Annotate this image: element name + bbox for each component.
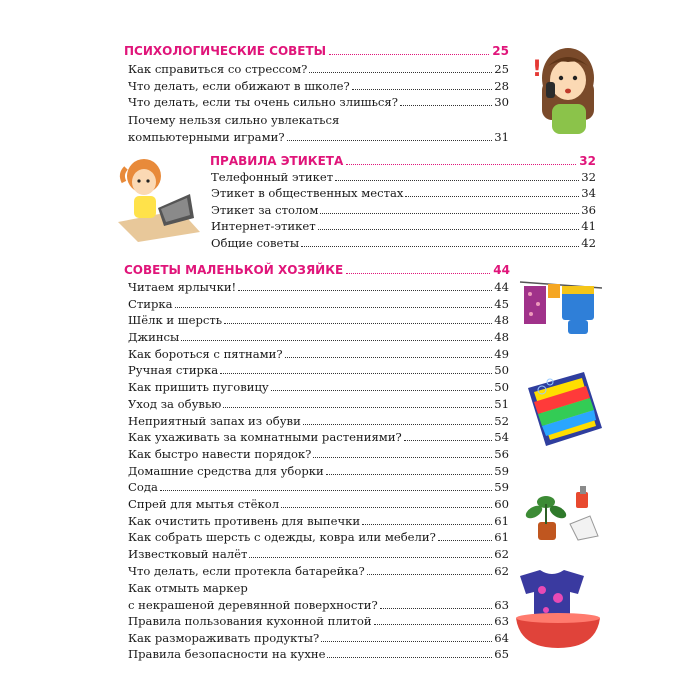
entry-page: 64 [494,631,509,645]
entry-title: Правила пользования кухонной плитой [128,614,372,628]
entry-page: 59 [494,480,509,494]
entry-line-2: компьютерными играми? [128,129,285,144]
dot-leader [321,641,492,642]
entry-line-1: Почему нельзя сильно увлекаться [128,113,340,127]
toc-entry[interactable]: Как справиться со стрессом? 25 [128,62,509,76]
entry-title: Спрей для мытья стёкол [128,497,280,511]
toc-entry[interactable] [128,632,509,645]
toc-entry[interactable] [128,281,509,294]
dot-leader [367,574,492,575]
toc-entry[interactable] [128,314,509,327]
entry-page: 52 [494,414,509,428]
toc-entry[interactable] [128,431,509,444]
section-heading-housekeeping[interactable] [124,263,510,277]
entry-page: 63 [494,597,509,612]
entry-title: Правила безопасности на кухне [128,647,326,661]
toc-entry[interactable] [128,448,509,461]
toc-entry[interactable] [128,515,509,528]
toc-entry[interactable] [128,348,509,361]
toc-entry[interactable] [128,331,509,344]
toc-entry[interactable] [128,481,509,494]
dot-leader [238,290,492,291]
wash-basin-illustration [512,568,604,652]
dot-leader [346,164,576,165]
entry-line-2: с некрашеной деревянной поверхности? [128,597,378,612]
entry-page: 56 [494,447,509,461]
entry-page: 62 [494,564,509,578]
section-page: 32 [579,154,596,168]
section-title: СОВЕТЫ МАЛЕНЬКОЙ ХОЗЯЙКЕ [124,263,344,277]
dot-leader [281,507,492,508]
entry-page: 48 [494,313,509,327]
toc-entry[interactable] [128,398,509,411]
dot-leader [223,407,492,408]
toc-entry[interactable] [128,498,509,511]
entry-title: Стирка [128,297,173,311]
toc-entry[interactable]: Этикет за столом 36 [211,203,596,217]
section-title: ПРАВИЛА ЭТИКЕТА [210,154,344,168]
entry-title: Как пришить пуговицу [128,380,269,394]
dot-leader [160,490,492,491]
dot-leader [224,323,492,324]
entry-page: 49 [494,347,509,361]
entry-title: Как собрать шерсть с одежды, ковра или мебели? [128,530,436,544]
toc-entry[interactable] [128,565,509,578]
dot-leader [329,54,489,55]
toc-entry[interactable]: Этикет в общественных местах 34 [211,186,596,200]
entry-page: 50 [494,363,509,377]
entry-page: 63 [494,614,509,628]
entry-title: Уход за обувью [128,397,222,411]
section-title: ПСИХОЛОГИЧЕСКИЕ СОВЕТЫ [124,44,327,58]
entry-page: 44 [494,280,509,294]
dot-leader [181,340,492,341]
entry-title: Что делать, если протекла батарейка? [128,564,365,578]
entry-page: 45 [494,297,509,311]
dot-leader [285,357,493,358]
entry-title: Шёлк и шерсть [128,313,223,327]
entry-title: Ручная стирка [128,363,219,377]
entry-page: 65 [494,647,509,661]
toc-entry[interactable]: Телефонный этикет 32 [211,170,596,184]
entry-title: Неприятный запах из обуви [128,414,301,428]
toc-entry[interactable] [128,648,509,661]
dot-leader [271,390,492,391]
entry-title: Читаем ярлычки! [128,280,237,294]
entry-page: 61 [494,530,509,544]
entry-title: Как быстро навести порядок? [128,447,312,461]
dot-leader [362,524,492,525]
entry-page: 51 [494,397,509,411]
toc-entry[interactable]: Что делать, если обижают в школе? 28 [128,79,509,93]
toc-entry[interactable] [128,548,509,561]
entry-title: Как размораживать продукты? [128,631,320,645]
svg-text:!: ! [532,57,543,82]
dot-leader [438,540,492,541]
dot-leader [404,440,492,441]
toc-entry[interactable]: Общие советы 42 [211,236,596,250]
dot-leader [175,307,493,308]
toc-entry[interactable] [128,364,509,377]
dot-leader [374,624,493,625]
entry-page: 60 [494,497,509,511]
dot-leader [346,273,490,274]
toc-entry[interactable] [128,415,509,428]
dot-leader [220,373,492,374]
dot-leader [326,474,492,475]
laundry-line-illustration [518,274,602,344]
entry-page: 31 [494,129,509,144]
dot-leader [249,557,492,558]
laptop-girl-illustration [112,152,202,242]
entry-page: 50 [494,380,509,394]
entry-title: Джинсы [128,330,180,344]
entry-title: Домашние средства для уборки [128,464,324,478]
dot-leader [313,457,492,458]
houseplant-illustration [524,474,608,544]
toc-entry-multiline[interactable] [128,112,509,145]
section-heading-psychology[interactable] [124,44,509,58]
toc-entry[interactable] [128,298,509,311]
entry-page: 54 [494,430,509,444]
sponge-illustration [522,368,606,450]
entry-page: 61 [494,514,509,528]
entry-title: Как ухаживать за комнатными растениями? [128,430,402,444]
dot-leader [327,657,492,658]
entry-line-1: Как отмыть маркер [128,581,248,595]
entry-page: 59 [494,464,509,478]
section-page: 44 [493,263,510,277]
toc-entry[interactable]: Интернет-этикет 41 [211,219,596,233]
section-heading-etiquette[interactable] [210,154,596,168]
phone-girl-illustration [522,42,612,134]
toc-entry[interactable] [128,465,509,478]
toc-entry[interactable] [128,615,509,628]
entry-title: Известковый налёт [128,547,248,561]
toc-entry[interactable] [128,381,509,394]
entry-page: 48 [494,330,509,344]
dot-leader [303,424,492,425]
toc-entry-multiline[interactable] [128,580,509,613]
entry-title: Как бороться с пятнами? [128,347,283,361]
toc-entry[interactable] [128,531,509,544]
entry-page: 62 [494,547,509,561]
section-page: 25 [492,44,509,58]
entry-title: Как очистить противень для выпечки [128,514,361,528]
toc-entry[interactable]: Что делать, если ты очень сильно злишься? 30 [128,95,509,109]
entry-title: Сода [128,480,158,494]
